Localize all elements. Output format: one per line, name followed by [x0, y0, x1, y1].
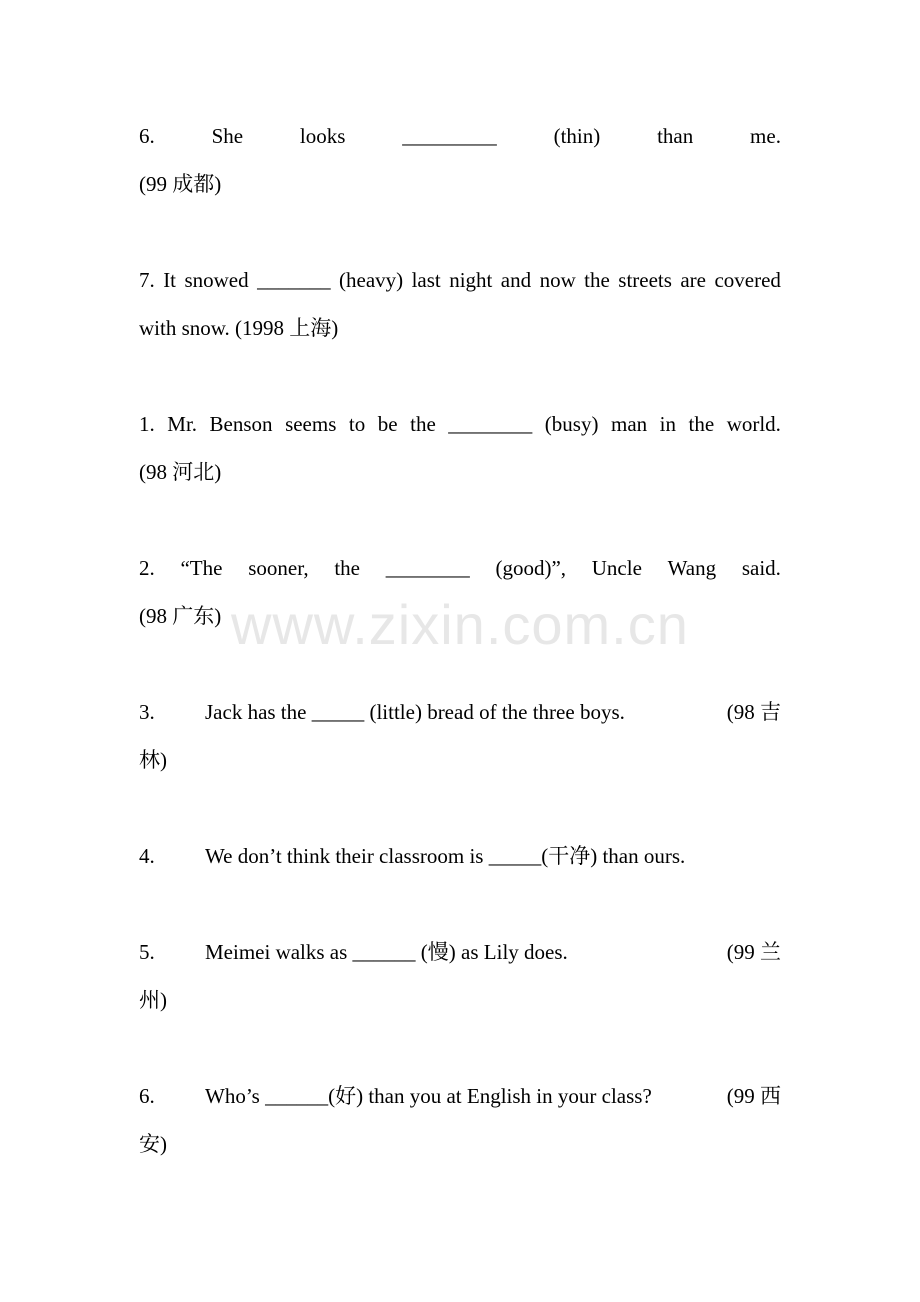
word: She	[211, 124, 244, 148]
source-tag: (98 吉	[726, 700, 781, 724]
word: Mr.	[167, 412, 198, 436]
item-number: 1.	[139, 412, 155, 436]
exercise-line-continuation	[139, 592, 781, 640]
source-tag: (99 西	[726, 1084, 781, 1108]
exercise-item	[139, 832, 781, 880]
exercise-item	[139, 928, 781, 1024]
word: world.	[726, 412, 781, 436]
word: Benson	[209, 412, 273, 436]
word: in	[659, 412, 676, 436]
word: covered	[714, 268, 781, 292]
exercise-item	[139, 544, 781, 640]
word: the	[334, 556, 360, 580]
word: to	[348, 412, 366, 436]
answer-blank: ________	[448, 412, 533, 436]
exercise-item	[139, 688, 781, 784]
exercise-line-continuation	[139, 160, 781, 208]
source-tag-continuation: 林)	[139, 748, 167, 772]
word: seems	[285, 412, 337, 436]
item-number: 3.	[139, 700, 155, 724]
word: looks	[299, 124, 346, 148]
item-number: 7.	[139, 268, 155, 292]
exercise-line-continuation	[139, 1120, 781, 1168]
word: sooner,	[248, 556, 309, 580]
word: “The	[180, 556, 223, 580]
source-tag: (99 兰	[726, 940, 781, 964]
exercise-item	[139, 400, 781, 496]
exercise-line-continuation	[139, 976, 781, 1024]
exercise-item	[139, 256, 781, 352]
exercise-line	[139, 928, 781, 976]
exercise-line	[139, 1072, 781, 1120]
word: than	[657, 124, 694, 148]
document-content	[139, 112, 781, 1216]
item-number: 5.	[139, 940, 155, 964]
exercise-text: Who’s ______(好) than you at English in your class?	[205, 1084, 652, 1108]
word: last	[411, 268, 441, 292]
exercise-line	[139, 832, 781, 880]
word: It	[163, 268, 177, 292]
source-tag: (98 广东)	[139, 604, 222, 628]
word: Wang	[667, 556, 717, 580]
word: are	[680, 268, 706, 292]
source-tag-continuation: 州)	[139, 988, 167, 1012]
exercise-text: Meimei walks as ______ (慢) as Lily does.	[205, 940, 568, 964]
answer-blank: _______	[257, 268, 331, 292]
word: said.	[741, 556, 781, 580]
source-tag: (99 成都)	[139, 172, 222, 196]
item-number: 6.	[139, 1084, 155, 1108]
word: and	[500, 268, 532, 292]
word: be	[377, 412, 398, 436]
exercise-line-continuation	[139, 304, 781, 352]
word: now	[539, 268, 576, 292]
answer-blank: _________	[402, 124, 497, 148]
word: snowed	[184, 268, 249, 292]
exercise-item	[139, 1072, 781, 1168]
word: the	[688, 412, 715, 436]
word: me.	[750, 124, 781, 148]
source-tag-continuation: 安)	[139, 1132, 167, 1156]
word: night	[449, 268, 493, 292]
exercise-line	[139, 544, 781, 592]
hint-word: (good)”,	[495, 556, 567, 580]
exercise-text: We don’t think their classroom is _____(干净) than ours.	[205, 844, 686, 868]
watermark: www.zixin.com.cn	[231, 593, 689, 656]
exercise-line	[139, 400, 781, 448]
exercise-text: Jack has the _____ (little) bread of the three boys.	[205, 700, 625, 724]
exercise-line	[139, 112, 781, 160]
hint-word: (heavy)	[339, 268, 404, 292]
exercise-line-continuation	[139, 736, 781, 784]
word: Uncle	[591, 556, 642, 580]
hint-word: (busy)	[544, 412, 599, 436]
source-tag: with snow. (1998 上海)	[139, 316, 339, 340]
word: streets	[618, 268, 672, 292]
exercise-line	[139, 256, 781, 304]
item-number: 2.	[139, 556, 155, 580]
word: the	[410, 412, 436, 436]
source-tag: (98 河北)	[139, 460, 222, 484]
hint-word: (thin)	[553, 124, 601, 148]
exercise-line-continuation	[139, 448, 781, 496]
word: the	[584, 268, 610, 292]
answer-blank: ________	[385, 556, 470, 580]
item-number: 6.	[139, 124, 155, 148]
exercise-item	[139, 112, 781, 208]
item-number: 4.	[139, 844, 155, 868]
exercise-line	[139, 688, 781, 736]
word: man	[610, 412, 648, 436]
